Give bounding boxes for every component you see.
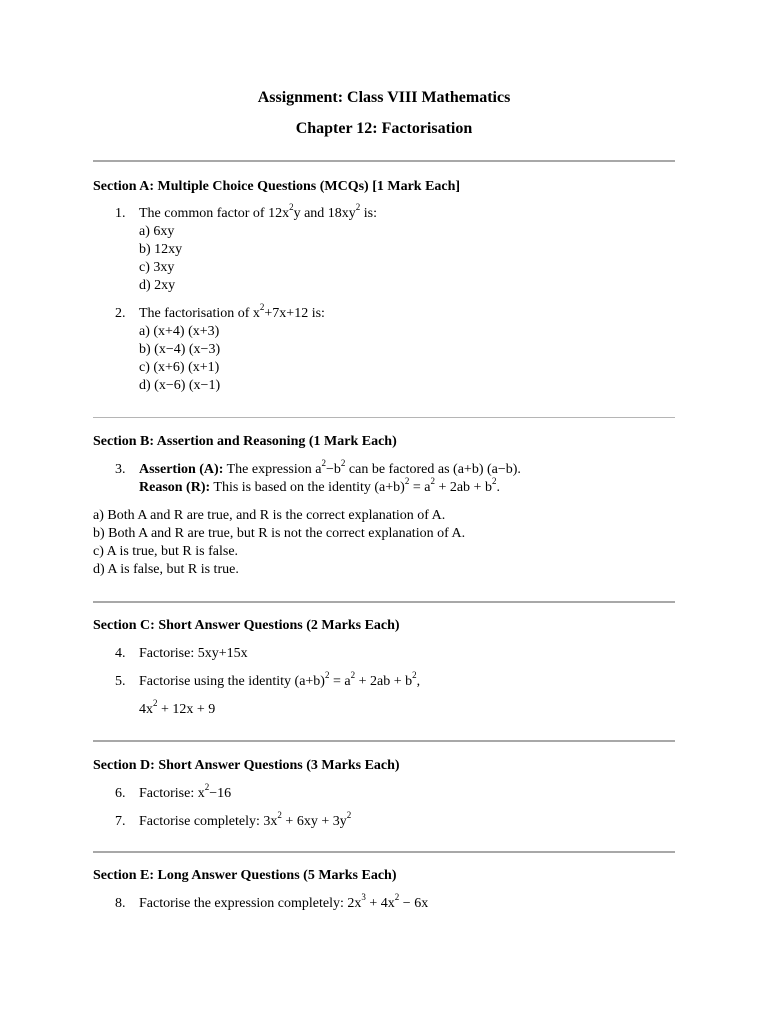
- question-number: 6.: [115, 786, 126, 801]
- superscript: 2: [340, 458, 346, 469]
- question-text: The expression a: [223, 462, 322, 477]
- question-6: [115, 782, 232, 803]
- document-title: Assignment: Class VIII Mathematics: [257, 89, 511, 106]
- question-number: 8.: [115, 896, 126, 911]
- option: c) 3xy: [139, 260, 175, 275]
- divider: [93, 740, 675, 742]
- superscript: 2: [404, 476, 410, 487]
- superscript: 2: [394, 892, 400, 903]
- superscript: 2: [350, 670, 356, 681]
- question-text: Factorise: 5xy+15x: [139, 646, 248, 661]
- section-d-heading: Section D: Short Answer Questions (3 Marks Each): [93, 758, 400, 773]
- question-text: + 4x: [365, 896, 395, 911]
- question-8: [115, 892, 429, 913]
- superscript: 2: [153, 698, 158, 709]
- option: a) Both A and R are true, and R is the correct explanation of A.: [93, 508, 446, 523]
- option: d) A is false, but R is true.: [93, 562, 239, 577]
- divider: [93, 851, 675, 853]
- question-5: [115, 670, 421, 691]
- divider: [93, 601, 675, 603]
- question-text: = a: [329, 674, 351, 689]
- question-text: y and 18xy: [293, 206, 356, 221]
- superscript: 2: [430, 476, 435, 487]
- section-a-heading: Section A: Multiple Choice Questions (MCQs) [1 Mark Each]: [93, 179, 461, 194]
- question-number: 7.: [115, 814, 126, 829]
- option: b) Both A and R are true, but R is not the correct explanation of A.: [93, 526, 466, 541]
- section-e-heading: Section E: Long Answer Questions (5 Marks Each): [93, 868, 397, 883]
- superscript: 2: [355, 202, 361, 213]
- superscript: 2: [277, 810, 282, 821]
- section-c-heading: Section C: Short Answer Questions (2 Marks Each): [93, 618, 400, 633]
- question-number: 4.: [115, 646, 126, 661]
- reason-label: Reason (R):: [139, 480, 211, 495]
- option: d) 2xy: [139, 278, 176, 293]
- question-text: Factorise: x: [139, 786, 205, 801]
- question-5-expression: [139, 698, 216, 719]
- question-text: can be factored as (a+b) (a−b).: [345, 462, 521, 477]
- expression-text: 4x: [139, 702, 153, 717]
- superscript: 2: [289, 202, 294, 213]
- question-text: ,: [416, 674, 421, 689]
- superscript: 2: [412, 670, 417, 681]
- superscript: 2: [491, 476, 497, 487]
- option: c) (x+6) (x+1): [139, 360, 220, 375]
- question-text: − 6x: [399, 896, 429, 911]
- divider: [93, 417, 675, 418]
- question-number: 5.: [115, 674, 126, 689]
- superscript: 2: [346, 810, 352, 821]
- assertion-label: Assertion (A):: [139, 462, 224, 477]
- option: c) A is true, but R is false.: [93, 544, 239, 559]
- section-b-heading: Section B: Assertion and Reasoning (1 Mark Each): [93, 434, 397, 449]
- question-text: Factorise the expression completely: 2x: [139, 896, 362, 911]
- question-text: +7x+12 is:: [264, 306, 325, 321]
- question-text: = a: [409, 480, 431, 495]
- question-text: + 2ab + b: [355, 674, 413, 689]
- question-number: 2.: [115, 306, 126, 321]
- superscript: 3: [361, 892, 366, 903]
- question-text: + 6xy + 3y: [281, 814, 347, 829]
- chapter-title: Chapter 12: Factorisation: [295, 120, 473, 137]
- question-text: is:: [360, 206, 378, 221]
- question-text: The factorisation of x: [139, 306, 260, 321]
- question-1: [115, 202, 378, 223]
- option: b) 12xy: [139, 242, 183, 257]
- superscript: 2: [259, 302, 265, 313]
- question-3-assertion: [115, 458, 521, 479]
- question-number: 3.: [115, 462, 126, 477]
- option: a) 6xy: [139, 224, 175, 239]
- question-text: + 2ab + b: [434, 480, 492, 495]
- question-text: Factorise completely: 3x: [139, 814, 278, 829]
- superscript: 2: [204, 782, 210, 793]
- option: a) (x+4) (x+3): [139, 324, 220, 339]
- divider: [93, 160, 675, 162]
- option: b) (x−4) (x−3): [139, 342, 221, 357]
- question-4: [115, 645, 248, 663]
- question-text: This is based on the identity (a+b): [210, 480, 405, 495]
- question-2: [115, 302, 325, 323]
- question-number: 1.: [115, 206, 126, 221]
- question-text: .: [496, 480, 500, 495]
- question-text: −16: [209, 786, 232, 801]
- question-text: The common factor of 12x: [139, 206, 290, 221]
- superscript: 2: [321, 458, 326, 469]
- question-3-reason: [139, 476, 500, 497]
- superscript: 2: [324, 670, 330, 681]
- question-text: −b: [325, 462, 341, 477]
- question-text: Factorise using the identity (a+b): [139, 674, 325, 689]
- expression-text: + 12x + 9: [157, 702, 216, 717]
- option: d) (x−6) (x−1): [139, 378, 221, 393]
- question-7: [115, 810, 352, 831]
